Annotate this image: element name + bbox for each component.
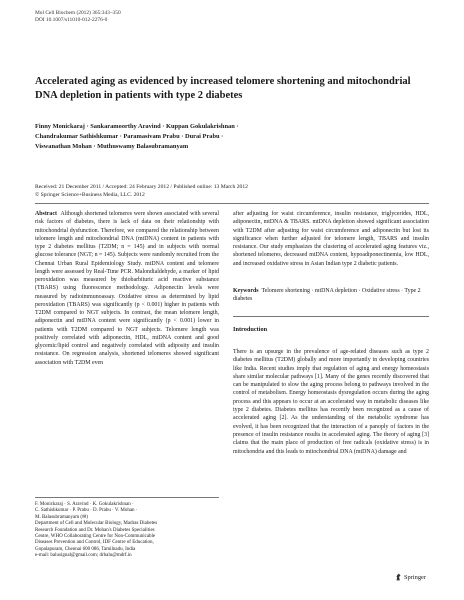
footnote-divider [35,497,219,498]
section-heading-introduction: Introduction [233,326,268,333]
affiliation-department: Research Foundation and Dr. Mohan's Diabetes Specialities [35,527,155,533]
keywords [233,287,429,304]
author-list [35,122,435,152]
divider [233,316,429,317]
affiliation-department: Department of Cell and Molecular Biology, Madras Diabetes [35,521,158,527]
publisher-name: Springer [404,573,427,581]
springer-horse-icon [395,573,402,581]
author-line: Viswanathan Mohan · Muthuswamy Balasubramanyam [35,143,189,150]
abstract-right-column [233,210,429,268]
author-affiliation [35,502,219,560]
keywords-label: Keywords [233,288,259,294]
publisher-logo [395,573,426,581]
doi: DOI 10.1007/s11010-012-2276-0 [35,17,108,23]
abstract-label: Abstract [35,211,57,217]
affiliation-names: M. Balasubramanyam (✉) [35,514,88,520]
divider [35,203,429,204]
publication-history [35,183,435,199]
affiliation-names: C. Sathishkumar · P. Prabu · D. Prabu · V. Mohan · [35,508,138,514]
affiliation-department: Centre, WHO Collaborating Centre for Non-Communicable [35,534,156,540]
affiliation-names: F. Monickaraj · S. Aravind · K. Gokulakrishnan · [35,502,134,507]
author-line: Chandrakumar Sathishkumar · Paramasivam Prabu · Durai Prabu · [35,133,224,140]
copyright: © Springer Science+Business Media, LLC. 2012 [35,192,145,198]
affiliation-department: Diseases Prevention and Control, IDF Centre of Education, [35,540,154,546]
abstract-continuation: after adjusting for waist circumference, insulin resistance, triglycerides, HDL, adiponectin, mtDNA & TBARS. mtDNA depletion showed significant association with T2DM after adjusting for waist circumference and adiponectin but lost its significance when further adjusted for telomere length, TBARS and insulin resistance. Our study emphasizes the clustering of accelerated aging features viz., shortened telomeres, decreased mtDNA content, hypoadiponectinemia, low HDL, and increased oxidative stress in Asian Indian type 2 diabetic patients. [233,211,429,267]
introduction-text: There is an upsurge in the prevalence of age-related diseases such as type 2 diabetes mellitus (T2DM) globally and more importantly in developing countries like India. Recent studies imply that regulation of aging and energy homeostasis share similar molecular pathways [1]. Many of the genes recently discovered that can be manipulated to slow the aging process belong to pathways involved in the control of metabolism. Energy homeostasis dysregulation occurs during the aging process and this appears to occur at an accelerated way in metabolic diseases like type 2 diabetes. Diabetes mellitus has recently been recognized as a cause of accelerated aging [2]. As the understanding of the metabolic syndrome has evolved, it has been recognized that the interaction of a panoply of factors in the presence of insulin resistance results in accelerated aging. The theory of aging [3] claims that the main place of production of free radicals (oxidative stress) is in mitochondria and this leads to mitochondrial DNA (mtDNA) damage and [233,349,429,455]
journal-citation: Mol Cell Biochem (2012) 365:343–350 [35,10,121,16]
article-title: Accelerated aging as evidenced by increased telomere shortening and mitochondrial DNA depletion in patients with type 2 diabetes [35,76,411,101]
keywords-text: Telomere shortening · mtDNA depletion · Oxidative stress · Type 2 diabetes [233,288,421,303]
journal-header [35,10,121,24]
affiliation-department: Gopalapuram, Chennai 600 086, Tamilnadu, India [35,546,136,552]
received-dates: Received: 21 December 2011 / Accepted: 24 February 2012 / Published online: 13 March 2012 [35,184,248,190]
author-line: Finny Monickaraj · Sankaramoorthy Aravind · Kuppan Gokulakrishnan · [35,123,239,130]
abstract-text: Although shortened telomeres were shown associated with several risk factors of diabetes, there is lack of data on their relationship with mitochondrial dysfunction. Therefore, we compared the relationship between telomere length and mitochondrial DNA (mtDNA) content in patients with type 2 diabetes mellitus (T2DM; n = 145) and in subjects with normal glucose tolerance (NGT; n = 145). Subjects were randomly recruited from the Chennai Urban Rural Epidemiology Study. mtDNA content and telomere length were assessed by Real-Time PCR. Malondialdehyde, a marker of lipid peroxidation was measured by thiobarbituric acid reactive substance (TBARS) using fluorescence methodology. Adiponectin levels were measured by radioimmunoassay. Oxidative stress as determined by lipid peroxidation (TBARS) was significantly (p < 0.001) higher in patients with T2DM compared to NGT subjects. In contrast, the mean telomere length, adiponectin and mtDNA content were significantly (p < 0.001) lower in patients with T2DM compared to NGT subjects. Telomere length was positively correlated with adiponectin, HDL, mtDNA content and good glycemic/lipid control and negatively correlated with adiposity and insulin resistance. On regression analysis, shortened telomeres showed significant association with T2DM even [35,211,219,366]
abstract-left-column [35,210,219,367]
corresponding-email: e-mail: balusignal@gmail.com; drbalu@mdrf.in [35,553,132,559]
